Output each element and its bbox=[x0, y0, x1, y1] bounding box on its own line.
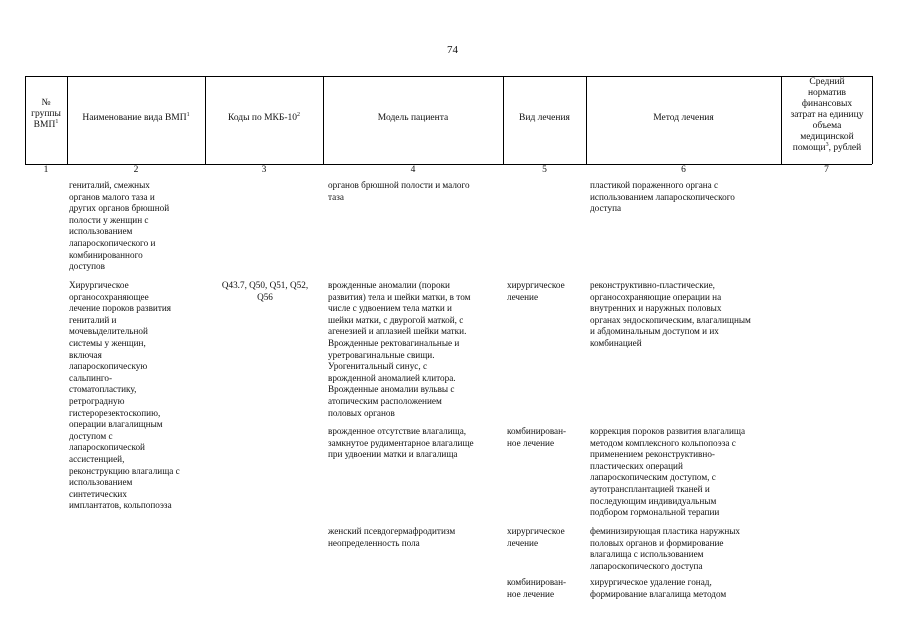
table-cell-vmp-name: Хирургическое органосохраняющее лечение пороков развития гениталий и мочевыделительной системы у женщин, включая лапароскопическую сальпинго- стоматопластику, ретроградную гистерорезектоскопию, операции влагалищным доступом с лапароскопической ассистенцией, реконструкцию влагалища с использованием синтетических имплантатов, кольпопоэза bbox=[69, 280, 180, 511]
table-cell-treatment-type: хирургическое лечение bbox=[507, 526, 565, 548]
column-number: 5 bbox=[542, 165, 547, 175]
header-cost-normative: Средний норматив финансовых затрат на единицу объема медицинской помощи$^3$, рублей bbox=[790, 77, 864, 153]
header-patient-model: Модель пациента bbox=[377, 113, 449, 123]
table-cell-vmp-name: гениталий, смежных органов малого таза и других органов брюшной полости у женщин с использованием лапароскопического и комбинированного доступов bbox=[69, 180, 170, 272]
table-cell-treatment-type: хирургическое лечение bbox=[507, 280, 565, 302]
table-cell-treatment-method: коррекция пороков развития влагалища методом комплексного кольпопоэза с применением реконструктивно- пластических операций лапароскопическим доступом, с аутотрансплантацией тканей и последующим индивидуальным подбором гормональной терапии bbox=[590, 426, 746, 518]
table-cell-patient-model: органов брюшной полости и малого таза bbox=[328, 180, 470, 202]
header-icd-codes: Коды по МКБ-$10^2$ bbox=[227, 111, 301, 123]
header-divider bbox=[872, 76, 873, 164]
column-number: 6 bbox=[681, 165, 686, 175]
header-treatment-method: Метод лечения bbox=[653, 113, 714, 123]
column-number: 4 bbox=[410, 165, 416, 175]
table-top-border bbox=[25, 76, 872, 77]
table-cell-patient-model: врожденные аномалии (пороки развития) тела и шейки матки, в том числе с удвоением тела матки и шейки матки, с двурогой маткой, с агенезией и аплазией шейки матки. Врожденные ректовагинальные и уретровагинальные свищи. Урогенитальный синус, с врожденной аномалией клитора. Врожденные аномалии вульвы с атопическим расположением половых органов bbox=[328, 280, 471, 418]
header-treatment-type: Вид лечения bbox=[519, 113, 570, 123]
header-divider bbox=[25, 76, 26, 164]
column-number: 3 bbox=[261, 165, 267, 175]
table-cell-treatment-method: феминизирующая пластика наружных половых органов и формирование влагалища с использованием лапароскопического доступа bbox=[590, 526, 741, 571]
table-cell-treatment-type: комбинирован- ное лечение bbox=[507, 577, 567, 599]
column-number: 7 bbox=[824, 165, 829, 175]
column-number: 1 bbox=[43, 165, 49, 175]
header-group-number: № группы ВМП$^1$ bbox=[31, 98, 61, 130]
table-cell-patient-model: женский псевдогермафродитизм неопределенность пола bbox=[328, 526, 456, 548]
page-number: 74 bbox=[447, 44, 458, 56]
table-cell-icd-codes: Q43.7, Q50, Q51, Q52, Q56 bbox=[221, 280, 309, 302]
table-cell-treatment-method: реконструктивно-пластические, органосохраняющие операции на внутренних и наружных половых органах эндоскопическим, влагалищным и абдоминальным доступом и их комбинацией bbox=[590, 280, 751, 348]
table-cell-treatment-method: пластикой пораженного органа с использованием лапароскопического доступа bbox=[590, 180, 735, 214]
table-cell-treatment-type: комбинирован- ное лечение bbox=[507, 426, 567, 448]
header-vmp-name: Наименование вида ВМП$^1$ bbox=[82, 111, 190, 123]
table-cell-patient-model: врожденное отсутствие влагалища, замкнутое рудиментарное влагалище при удвоении матки и влагалища bbox=[328, 426, 474, 460]
column-number: 2 bbox=[133, 165, 139, 175]
table-cell-treatment-method: хирургическое удаление гонад, формирование влагалища методом bbox=[590, 577, 727, 599]
